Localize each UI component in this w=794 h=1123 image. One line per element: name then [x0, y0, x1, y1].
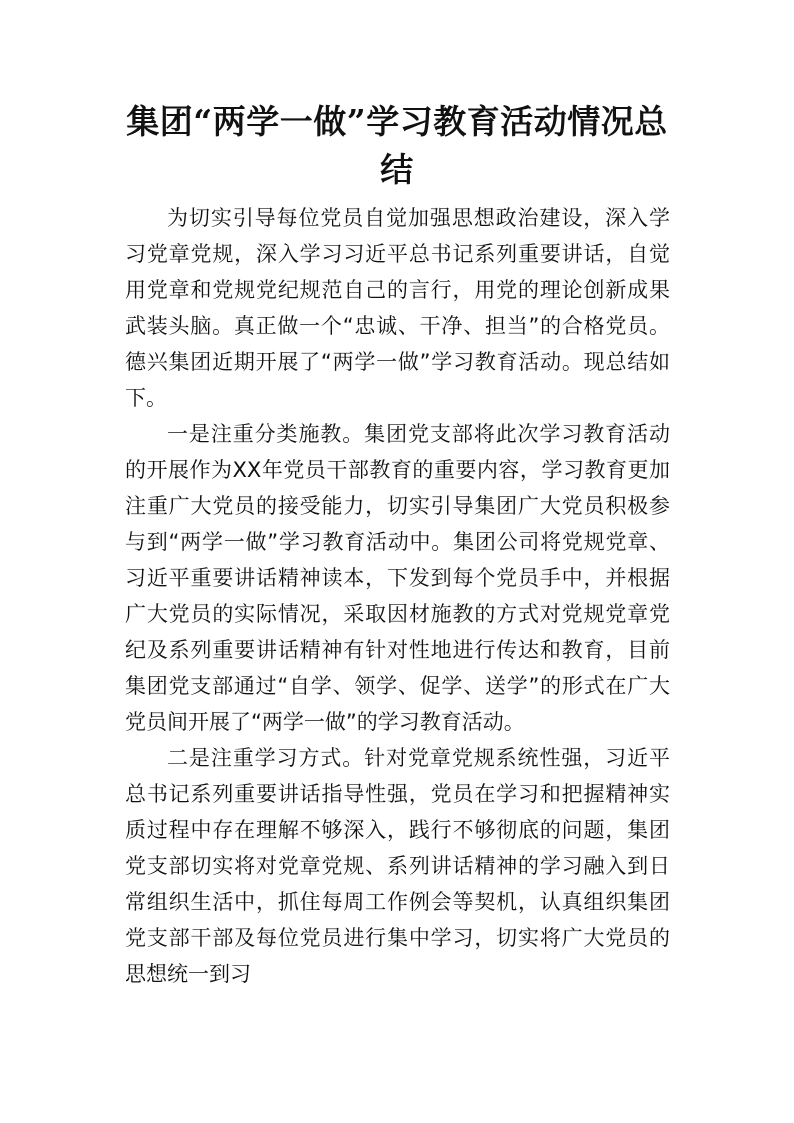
paragraph-intro: 为切实引导每位党员自觉加强思想政治建设，深入学习党章党规，深入学习习近平总书记系列重要讲话，自觉用党章和党规党纪规范自己的言行，用党的理论创新成果武装头脑。真正做一个“忠诚、干净、担当”的合格党员。德兴集团近期开展了“两学一做”学习教育活动。现总结如下。: [125, 206, 670, 410]
paragraph-learning-method: 二是注重学习方式。针对党章党规系统性强，习近平总书记系列重要讲话指导性强，党员在学习和把握精神实质过程中存在理解不够深入，践行不够彻底的问题，集团党支部切实将对党章党规、系列讲话精神的学习融入到日常组织生活中，抓住每周工作例会等契机，认真组织集团党支部干部及每位党员进行集中学习，切实将广大党员的思想统一到习: [125, 746, 670, 986]
document-body: [125, 200, 670, 992]
paragraph-classified-teaching: 一是注重分类施教。集团党支部将此次学习教育活动的开展作为XX年党员干部教育的重要内容，学习教育更加注重广大党员的接受能力，切实引导集团广大党员积极参与到“两学一做”学习教育活动中。集团公司将党规党章、习近平重要讲话精神读本，下发到每个党员手中，并根据广大党员的实际情况，采取因材施教的方式对党规党章党纪及系列重要讲话精神有针对性地进行传达和教育，目前集团党支部通过“自学、领学、促学、送学”的形式在广大党员间开展了“两学一做”的学习教育活动。: [125, 422, 670, 734]
document-title: 集团“两学一做”学习教育活动情况总结: [126, 102, 668, 189]
